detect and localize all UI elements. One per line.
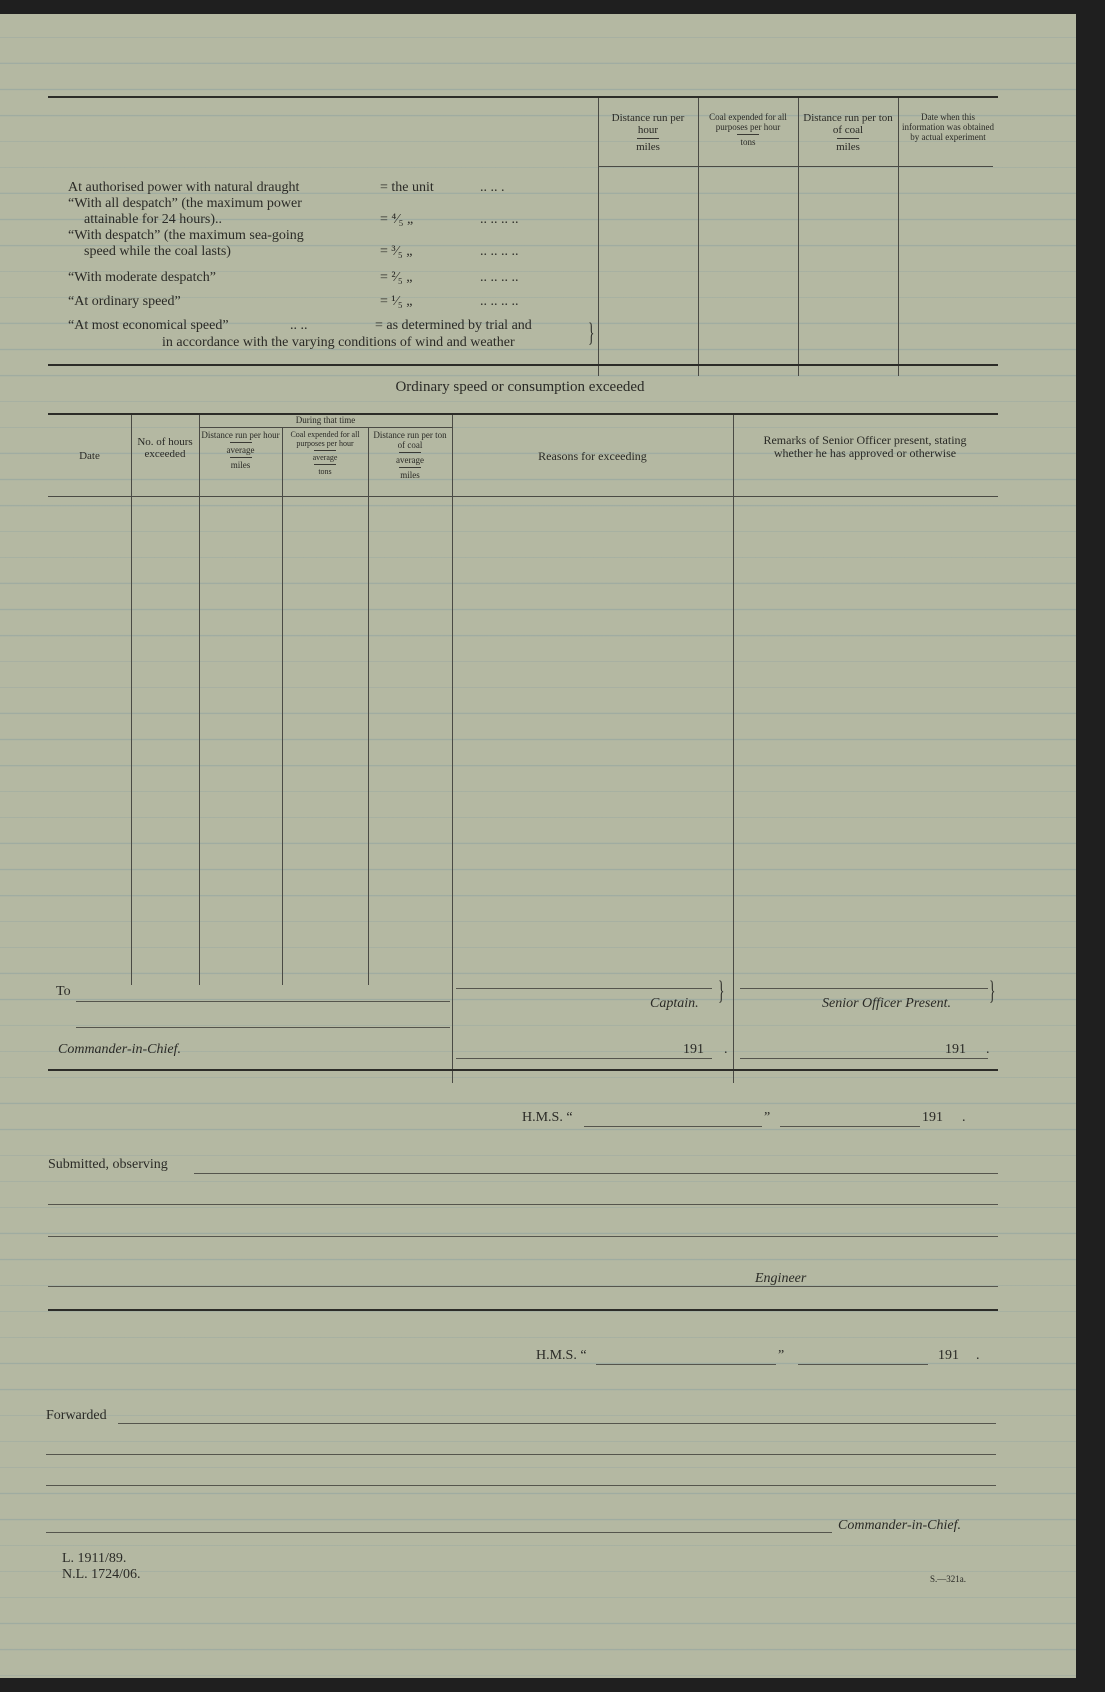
- top-col-divider: [798, 98, 799, 376]
- ship-name-field[interactable]: [584, 1126, 762, 1127]
- hms-label: H.M.S. “: [536, 1348, 587, 1363]
- commander-label: Commander-in-Chief.: [838, 1518, 961, 1533]
- header-average: average: [396, 455, 424, 465]
- year-label: 191: [938, 1348, 959, 1363]
- header-unit: miles: [636, 141, 660, 153]
- exceed-col-divider: [733, 415, 734, 1083]
- header-unit: tons: [318, 467, 332, 476]
- speed-row-dots: .. .. .: [480, 180, 505, 195]
- form-number: S.—321a.: [930, 1574, 966, 1584]
- top-bottom-rule: [48, 364, 998, 366]
- top-header-rule: [598, 166, 993, 167]
- header-unit: miles: [836, 141, 860, 153]
- header-title: Reasons for exceeding: [538, 449, 647, 463]
- speed-row-label-cont: attainable for 24 hours)..: [84, 212, 223, 227]
- header-average: average: [226, 445, 255, 455]
- senior-officer-date-line[interactable]: [740, 1058, 988, 1059]
- speed-row-label: “With all despatch” (the maximum power: [68, 196, 302, 211]
- forwarded-line[interactable]: [46, 1454, 996, 1455]
- speed-row-rate: = as determined by trial and: [375, 318, 532, 333]
- header-title: Coal expended for all purposes per hour: [290, 430, 360, 448]
- top-col-divider: [898, 98, 899, 376]
- header-dash: [314, 450, 336, 451]
- header-title: Date: [79, 450, 100, 462]
- header-unit: miles: [230, 460, 251, 470]
- exceed-col-divider: [199, 415, 200, 985]
- date-field[interactable]: [780, 1126, 920, 1127]
- header-dash: [737, 134, 759, 135]
- header-title: Coal expended for all purposes per hour: [709, 112, 787, 132]
- header-dash: [637, 138, 659, 139]
- header-title: Distance run per hour: [201, 430, 280, 440]
- hms-label: H.M.S. “: [522, 1110, 573, 1125]
- year-period: .: [962, 1110, 966, 1125]
- year-label: 191: [922, 1110, 943, 1125]
- speed-row-dots: .. .. .. ..: [480, 294, 519, 309]
- forwarded-label: Forwarded: [46, 1408, 107, 1423]
- date-field[interactable]: [798, 1364, 928, 1365]
- speed-row-dots: .. .. .. ..: [480, 270, 519, 285]
- to-line[interactable]: [76, 1001, 450, 1002]
- exceed-header-reasons: [454, 450, 731, 462]
- reference-l: L. 1911/89.: [62, 1551, 127, 1566]
- header-title: Distance run per ton of coal: [373, 430, 447, 450]
- captain-date-line[interactable]: [456, 1058, 712, 1059]
- forwarded-line[interactable]: [118, 1423, 996, 1424]
- top-header-distance: [602, 112, 694, 153]
- exceed-bottom-rule: [48, 1069, 998, 1071]
- header-title: Remarks of Senior Officer present, stating whether he has approved or otherwise: [763, 433, 967, 460]
- top-header-coal: [702, 112, 794, 147]
- submitted-line[interactable]: [48, 1204, 998, 1205]
- captain-signature-line[interactable]: [456, 988, 712, 989]
- exceed-header-coal: [284, 430, 366, 476]
- top-rule: [48, 96, 998, 98]
- hms-close-quote: ”: [778, 1348, 785, 1363]
- exceed-header-hours: [133, 436, 197, 460]
- senior-officer-year: 191: [945, 1042, 966, 1057]
- header-dash: [399, 467, 421, 468]
- exceed-top-rule: [48, 413, 998, 415]
- speed-row-label: “At ordinary speed”: [68, 294, 181, 309]
- hms-close-quote: ”: [764, 1110, 771, 1125]
- header-title: Distance run per hour: [611, 112, 685, 136]
- to-line-2[interactable]: [76, 1027, 450, 1028]
- speed-row-label: At authorised power with natural draught: [68, 180, 300, 195]
- exceed-header-distance: [201, 430, 280, 470]
- speed-row-label: “At most economical speed”: [68, 318, 229, 333]
- speed-row-label: “With despatch” (the maximum sea-going: [68, 228, 304, 243]
- form-sheet: [0, 14, 1076, 1678]
- forwarded-line[interactable]: [46, 1485, 996, 1486]
- commander-label: Commander-in-Chief.: [58, 1042, 181, 1057]
- section-title: Ordinary speed or consumption exceeded: [395, 379, 645, 395]
- header-title: Distance run per ton of coal: [803, 112, 893, 136]
- speed-row-dots: .. .. .. ..: [480, 212, 519, 227]
- speed-row-rate: = ¹⁄₅ „: [380, 294, 413, 309]
- forwarded-line[interactable]: [46, 1532, 832, 1533]
- exceed-col-divider: [282, 427, 283, 985]
- exceed-header-distance-per-ton: [370, 430, 450, 480]
- exceed-col-divider: [131, 415, 132, 985]
- speed-row-label: “With moderate despatch”: [68, 270, 216, 285]
- header-dash: [230, 442, 252, 443]
- engineer-label: Engineer: [755, 1271, 807, 1286]
- brace-icon: }: [718, 976, 725, 1005]
- header-unit: miles: [400, 470, 420, 480]
- exceed-header-rule: [48, 496, 998, 497]
- top-col-divider: [598, 98, 599, 376]
- submitted-line[interactable]: [48, 1236, 998, 1237]
- to-label: To: [56, 984, 71, 999]
- captain-year: 191: [683, 1042, 704, 1057]
- top-header-distance-per-ton: [802, 112, 894, 153]
- group-header: During that time: [295, 415, 356, 425]
- ship-name-field[interactable]: [596, 1364, 776, 1365]
- exceed-col-divider: [368, 427, 369, 985]
- top-header-date: [902, 112, 994, 142]
- senior-officer-period: .: [986, 1042, 990, 1057]
- header-unit: tons: [740, 137, 756, 147]
- submitted-bottom-rule: [48, 1309, 998, 1311]
- top-col-divider: [698, 98, 699, 376]
- header-dash: [314, 464, 336, 465]
- year-period: .: [976, 1348, 980, 1363]
- speed-row-rate: = the unit: [380, 180, 434, 195]
- senior-officer-label: Senior Officer Present.: [822, 996, 951, 1011]
- submitted-line[interactable]: [48, 1286, 998, 1287]
- senior-officer-signature-line[interactable]: [740, 988, 988, 989]
- exceed-col-divider: [452, 415, 453, 1083]
- header-dash: [399, 452, 421, 453]
- speed-row-rate: = ³⁄₅ „: [380, 244, 413, 259]
- exceed-header-remarks: [760, 434, 970, 460]
- speed-row-dots: .. .. .. ..: [480, 244, 519, 259]
- header-dash: [230, 457, 252, 458]
- speed-row-label-cont: speed while the coal lasts): [84, 244, 231, 259]
- header-title: Date when this information was obtained by actual experiment: [902, 112, 994, 142]
- header-title: No. of hours exceeded: [137, 436, 193, 460]
- speed-row-dots: .. ..: [290, 318, 308, 333]
- brace-icon: }: [588, 318, 595, 347]
- speed-row-rate: = ²⁄₅ „: [380, 270, 413, 285]
- brace-icon: }: [989, 976, 996, 1005]
- submitted-line[interactable]: [194, 1173, 998, 1174]
- exceed-header-date: [48, 450, 131, 462]
- submitted-label: Submitted, observing: [48, 1157, 168, 1172]
- header-average: average: [312, 453, 338, 462]
- speed-row-label-cont: in accordance with the varying conditions of wind and weather: [162, 335, 515, 350]
- reference-nl: N.L. 1724/06.: [62, 1567, 141, 1582]
- header-dash: [837, 138, 859, 139]
- speed-row-rate: = ⁴⁄₅ „: [380, 212, 414, 227]
- captain-label: Captain.: [650, 996, 699, 1011]
- group-header-rule: [199, 427, 452, 428]
- captain-period: .: [724, 1042, 728, 1057]
